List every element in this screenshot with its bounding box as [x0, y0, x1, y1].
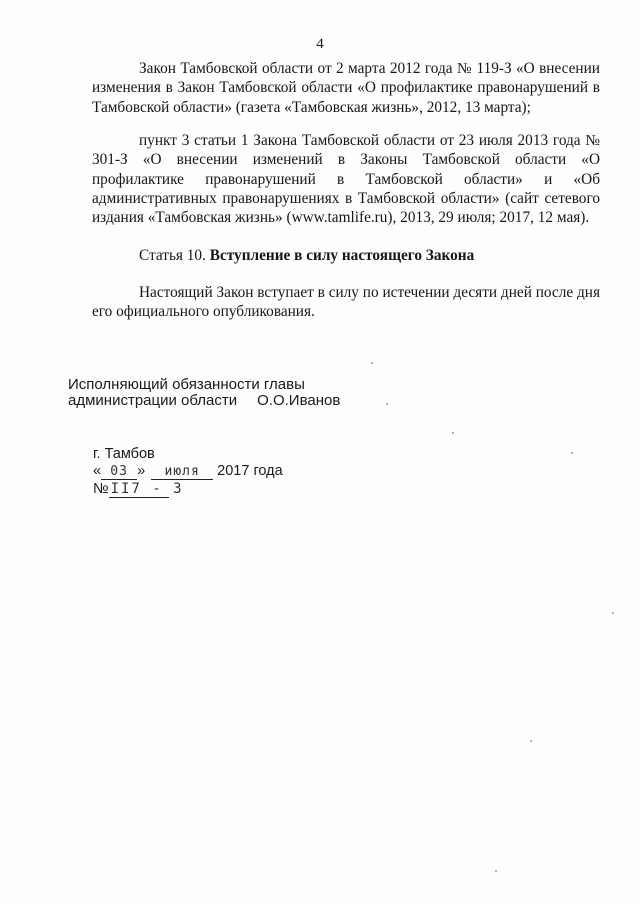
reference-paragraph-2: пункт 3 статьи 1 Закона Тамбовской области от 23 июля 2013 года № 301-З «О внесении изменений в Законы Тамбовской области «О профилактике правонарушений в Тамбовской области» и «Об административных правонарушениях в Тамбовской области» (сайт сетевого издания «Тамбовская жизнь» (www.tamlife.ru), 2013, 29 июля; 2017, 12 мая). [92, 132, 600, 227]
scan-speck [571, 452, 573, 454]
article-text: Настоящий Закон вступает в силу по истечении десяти дней после дня его официального опубликования. [92, 284, 600, 321]
signatory-name: О.О.Иванов [257, 392, 341, 409]
law-number [93, 481, 184, 498]
date-close-quote: » [137, 463, 146, 479]
date-year: 2017 года [217, 463, 283, 479]
article-number: Статья 10. [139, 247, 206, 264]
scan-speck [371, 362, 373, 364]
signatory-position-line1: Исполняющий обязанности главы [68, 376, 305, 393]
date-month: июля [151, 464, 213, 480]
signatory-position-line2: администрации области [68, 392, 238, 409]
place-of-signing: г. Тамбов [93, 446, 155, 462]
scan-speck [612, 612, 614, 614]
signing-date [93, 463, 283, 480]
signature-block [68, 377, 340, 409]
article-title: Вступление в силу настоящего Закона [209, 247, 475, 264]
date-open-quote: « [93, 463, 102, 479]
scan-speck [386, 403, 388, 405]
scan-speck [495, 870, 497, 872]
number-sign: № [93, 481, 109, 497]
date-day: 03 [101, 464, 137, 480]
article-heading [139, 247, 474, 265]
scan-speck [452, 432, 454, 434]
number-value: II7 - З [110, 481, 184, 497]
page-number: 4 [316, 36, 324, 52]
reference-paragraph-1: Закон Тамбовской области от 2 марта 2012 года № 119-З «О внесении изменения в Закон Тамбовской области «О профилактике правонарушений в Тамбовской области» (газета «Тамбовская жизнь», 2012, 13 марта); [92, 60, 600, 116]
scan-speck [530, 740, 532, 742]
